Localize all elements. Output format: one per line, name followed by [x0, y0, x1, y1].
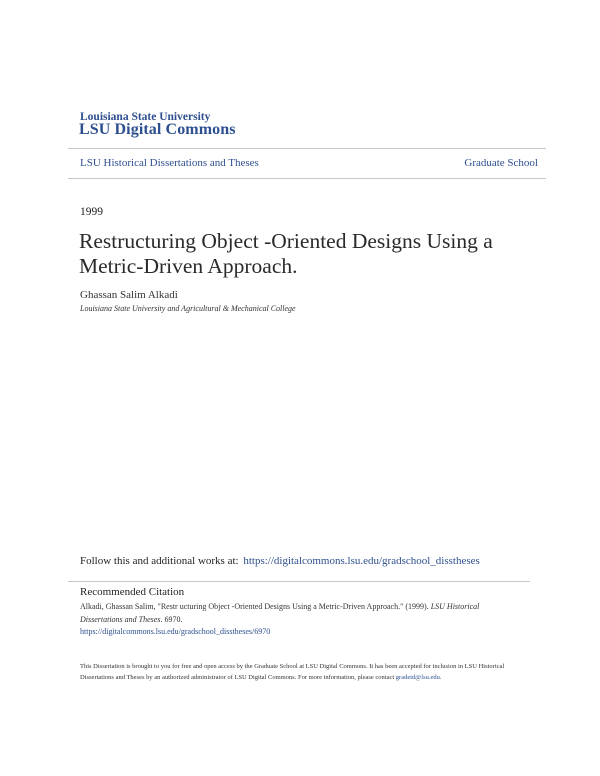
citation-link[interactable]: https://digitalcommons.lsu.edu/gradschool_disstheses/6970	[80, 627, 271, 636]
access-notice	[80, 661, 530, 683]
citation-main: Alkadi, Ghassan Salim, "Restr ucturing Object -Oriented Designs Using a Metric-Driven Approach." (1999).	[80, 602, 431, 611]
notice-end: .	[439, 674, 442, 681]
digital-commons-title[interactable]: LSU Digital Commons	[79, 121, 236, 138]
recommended-citation-heading: Recommended Citation	[80, 586, 185, 598]
graduate-school-link[interactable]: Graduate School	[464, 157, 538, 169]
citation-text	[80, 601, 520, 639]
top-divider	[68, 148, 546, 149]
publication-year: 1999	[80, 206, 103, 218]
collection-link[interactable]: LSU Historical Dissertations and Theses	[80, 157, 259, 169]
follow-link[interactable]: https://digitalcommons.lsu.edu/gradschool_disstheses	[243, 555, 480, 567]
institution-name: Louisiana State University and Agricultural & Mechanical College	[80, 304, 296, 313]
citation-divider	[68, 581, 530, 582]
follow-line	[80, 555, 480, 567]
document-title: Restructuring Object -Oriented Designs Using a Metric-Driven Approach.	[79, 229, 493, 278]
citation-series: LSU Historical Dissertations and Theses	[80, 602, 480, 624]
author-name: Ghassan Salim Alkadi	[80, 289, 178, 301]
notice-text: This Dissertation is brought to you for free and open access by the Graduate School at LSU Digital Commons. It has been accepted for inclusion in LSU Historical Dissertations and Theses by an authorized administrator of LSU Digital Commons. For more information, please contact	[80, 663, 505, 681]
university-name: Louisiana State University	[80, 111, 211, 123]
nav-divider	[68, 178, 546, 179]
citation-number: . 6970.	[160, 614, 183, 624]
contact-email-link[interactable]: gradetd@lsu.edu	[395, 674, 440, 681]
follow-label: Follow this and additional works at:	[80, 555, 239, 567]
